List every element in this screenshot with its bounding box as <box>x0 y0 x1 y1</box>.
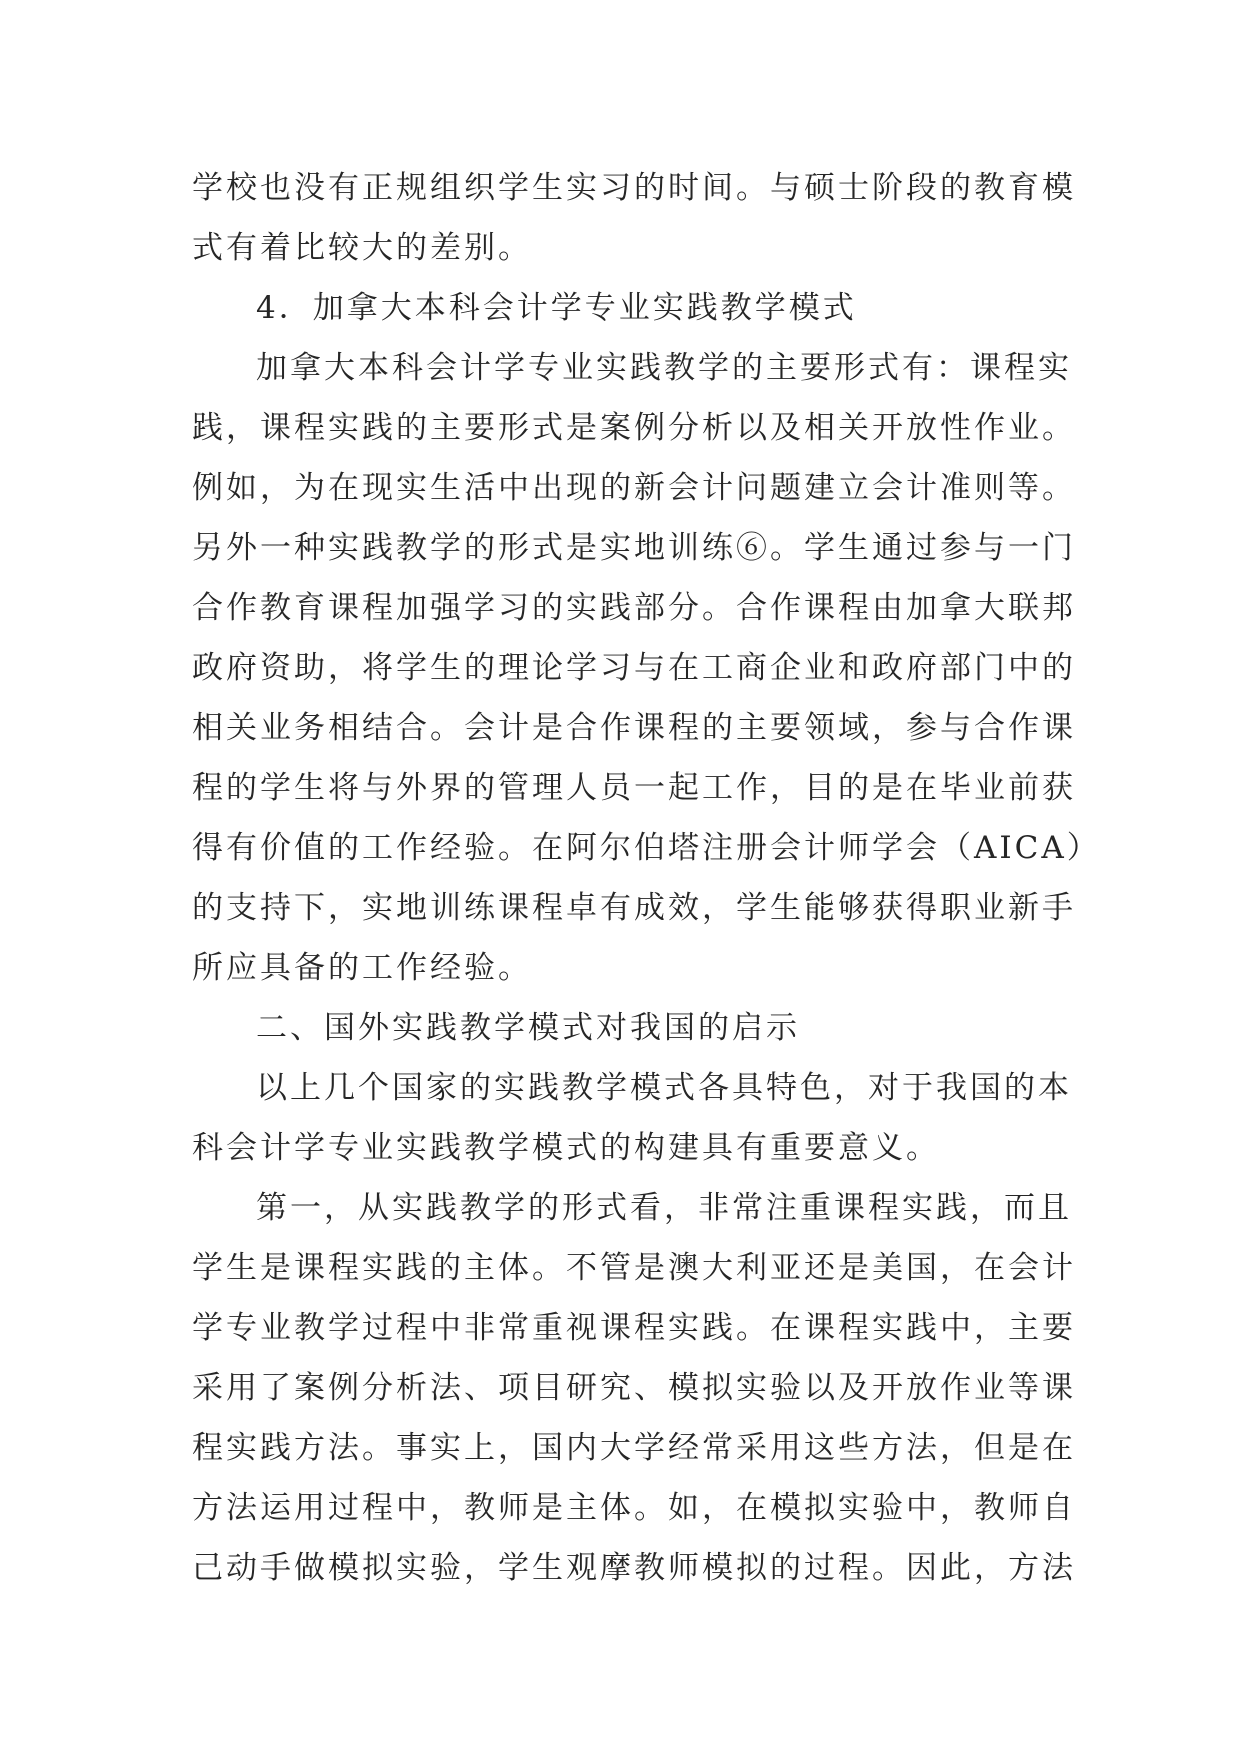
text-line: 方法运用过程中，教师是主体。如，在模拟实验中，教师自 <box>192 1490 1076 1526</box>
text-line: 另外一种实践教学的形式是实地训练⑥。学生通过参与一门 <box>192 530 1076 566</box>
section-heading: 二、国外实践教学模式对我国的启示 <box>256 1010 800 1046</box>
text-line: 的支持下，实地训练课程卓有成效，学生能够获得职业新手 <box>192 890 1076 926</box>
text-line: 以上几个国家的实践教学模式各具特色，对于我国的本 <box>256 1070 1072 1106</box>
text-line: 所应具备的工作经验。 <box>192 950 532 986</box>
text-line: 践，课程实践的主要形式是案例分析以及相关开放性作业。 <box>192 410 1076 446</box>
text-line: 采用了案例分析法、项目研究、模拟实验以及开放作业等课 <box>192 1370 1076 1406</box>
text-line: 例如，为在现实生活中出现的新会计问题建立会计准则等。 <box>192 470 1076 506</box>
section-heading: 4．加拿大本科会计学专业实践教学模式 <box>256 290 857 326</box>
text-line: 相关业务相结合。会计是合作课程的主要领域，参与合作课 <box>192 710 1076 746</box>
text-line: 得有价值的工作经验。在阿尔伯塔注册会计师学会（AICA） <box>192 830 1101 866</box>
text-line: 加拿大本科会计学专业实践教学的主要形式有：课程实 <box>256 350 1072 386</box>
text-line: 程的学生将与外界的管理人员一起工作，目的是在毕业前获 <box>192 770 1076 806</box>
text-line: 学专业教学过程中非常重视课程实践。在课程实践中，主要 <box>192 1310 1076 1346</box>
text-line: 合作教育课程加强学习的实践部分。合作课程由加拿大联邦 <box>192 590 1076 626</box>
text-line: 政府资助，将学生的理论学习与在工商企业和政府部门中的 <box>192 650 1076 686</box>
text-line: 学生是课程实践的主体。不管是澳大利亚还是美国，在会计 <box>192 1250 1076 1286</box>
text-line: 第一，从实践教学的形式看，非常注重课程实践，而且 <box>256 1190 1072 1226</box>
text-line: 科会计学专业实践教学模式的构建具有重要意义。 <box>192 1130 940 1166</box>
text-line: 己动手做模拟实验，学生观摩教师模拟的过程。因此，方法 <box>192 1550 1076 1586</box>
text-line: 程实践方法。事实上，国内大学经常采用这些方法，但是在 <box>192 1430 1076 1466</box>
text-line: 学校也没有正规组织学生实习的时间。与硕士阶段的教育模 <box>192 170 1076 206</box>
body-text <box>192 158 1101 1598</box>
text-line: 式有着比较大的差别。 <box>192 230 532 266</box>
